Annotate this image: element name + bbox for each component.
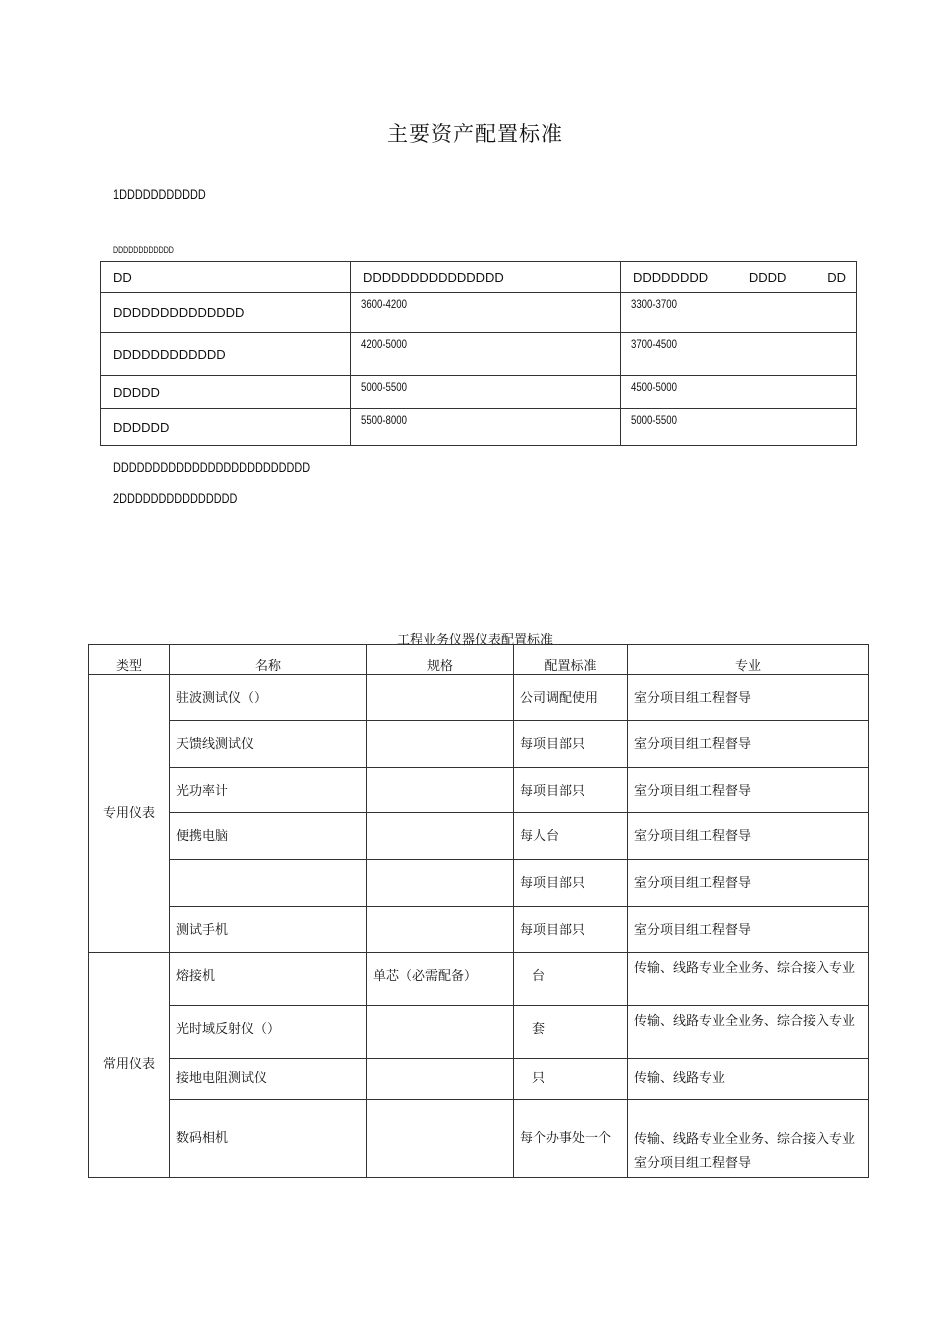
table-header-row xyxy=(89,645,869,675)
row-label: DDDDDDDDDDDD xyxy=(101,333,351,376)
major-cell: 室分项目组工程督导 xyxy=(628,721,869,768)
category-cell: 常用仪表 xyxy=(89,953,170,1178)
range-cell: 5000-5500 xyxy=(351,376,621,409)
spec-cell: 单芯（必需配备） xyxy=(367,953,514,1006)
page-title: 主要资产配置标准 xyxy=(387,122,563,146)
section1-heading: 1DDDDDDDDDDD xyxy=(113,186,206,202)
header-cell: DD xyxy=(101,262,351,293)
standard-cell: 每人台 xyxy=(514,813,628,860)
range-cell: 3300-3700 xyxy=(621,293,857,333)
standard-cell: 台 xyxy=(514,953,628,1006)
spec-cell xyxy=(367,907,514,953)
name-cell: 天馈线测试仪 xyxy=(170,721,367,768)
header-cell: DDDDDDDD xyxy=(633,269,709,285)
major-cell: 传输、线路专业 xyxy=(628,1059,869,1100)
header-cell: 专业 xyxy=(628,645,869,675)
table-row xyxy=(89,768,869,813)
salary-table-caption: DDDDDDDDDDDD xyxy=(113,245,174,255)
header-cell: 规格 xyxy=(367,645,514,675)
major-cell: 传输、线路专业全业务、综合接入专业 xyxy=(628,953,869,1006)
name-cell: 便携电脑 xyxy=(170,813,367,860)
header-cell: DDDDDDDDDDDDDDD xyxy=(351,262,621,293)
name-cell: 光时域反射仪（） xyxy=(170,1006,367,1059)
name-cell: 光功率计 xyxy=(170,768,367,813)
name-cell: 数码相机 xyxy=(170,1100,367,1178)
table-row xyxy=(101,409,857,446)
standard-cell: 每项目部只 xyxy=(514,721,628,768)
name-cell: 熔接机 xyxy=(170,953,367,1006)
range-cell: 5500-8000 xyxy=(351,409,621,446)
table-row xyxy=(101,293,857,333)
table-header-row xyxy=(101,262,857,293)
header-cell: 类型 xyxy=(89,645,170,675)
major-cell: 传输、线路专业全业务、综合接入专业室分项目组工程督导 xyxy=(628,1100,869,1178)
table-row xyxy=(89,1059,869,1100)
table-row xyxy=(101,333,857,376)
major-cell: 室分项目组工程督导 xyxy=(628,860,869,907)
major-cell: 室分项目组工程督导 xyxy=(628,907,869,953)
major-cell: 传输、线路专业全业务、综合接入专业 xyxy=(628,1006,869,1059)
spec-cell xyxy=(367,813,514,860)
row-label: DDDDDDDDDDDDDD xyxy=(101,293,351,333)
standard-cell: 每项目部只 xyxy=(514,768,628,813)
standard-cell: 只 xyxy=(514,1059,628,1100)
spec-cell xyxy=(367,768,514,813)
header-cell: 配置标准 xyxy=(514,645,628,675)
standard-cell: 套 xyxy=(514,1006,628,1059)
standard-cell: 每项目部只 xyxy=(514,907,628,953)
row-label: DDDDDD xyxy=(101,409,351,446)
table-row xyxy=(89,1100,869,1178)
range-cell: 3600-4200 xyxy=(351,293,621,333)
instrument-table-caption: 工程业务仪器仪表配置标准 xyxy=(396,633,553,648)
name-cell: 接地电阻测试仪 xyxy=(170,1059,367,1100)
standard-cell: 每项目部只 xyxy=(514,860,628,907)
spec-cell xyxy=(367,860,514,907)
table-row xyxy=(89,907,869,953)
major-cell: 室分项目组工程督导 xyxy=(628,768,869,813)
major-cell: 室分项目组工程督导 xyxy=(628,813,869,860)
table-row xyxy=(89,1006,869,1059)
range-cell: 5000-5500 xyxy=(621,409,857,446)
table-row xyxy=(89,721,869,768)
table-row xyxy=(89,675,869,721)
spec-cell xyxy=(367,1100,514,1178)
category-cell: 专用仪表 xyxy=(89,675,170,953)
header-cell: DDDD xyxy=(748,269,787,285)
spec-cell xyxy=(367,675,514,721)
range-cell: 3700-4500 xyxy=(621,333,857,376)
header-cell: 名称 xyxy=(170,645,367,675)
table-row xyxy=(89,813,869,860)
table-row xyxy=(101,376,857,409)
table-row xyxy=(89,953,869,1006)
name-cell: 测试手机 xyxy=(170,907,367,953)
standard-cell: 每个办事处一个 xyxy=(514,1100,628,1178)
standard-cell: 公司调配使用 xyxy=(514,675,628,721)
range-cell: 4500-5000 xyxy=(621,376,857,409)
table-note: DDDDDDDDDDDDDDDDDDDDDDDDD xyxy=(113,459,311,475)
header-cell-group xyxy=(621,262,857,293)
range-cell: 4200-5000 xyxy=(351,333,621,376)
spec-cell xyxy=(367,1006,514,1059)
name-cell xyxy=(170,860,367,907)
table-row xyxy=(89,860,869,907)
spec-cell xyxy=(367,1059,514,1100)
major-cell: 室分项目组工程督导 xyxy=(628,675,869,721)
header-cell: DD xyxy=(827,269,846,285)
salary-standard-table xyxy=(100,261,857,446)
section2-heading: 2DDDDDDDDDDDDDDD xyxy=(113,490,238,506)
row-label: DDDDD xyxy=(101,376,351,409)
instrument-config-table xyxy=(88,644,869,1178)
spec-cell xyxy=(367,721,514,768)
name-cell: 驻波测试仪（） xyxy=(170,675,367,721)
